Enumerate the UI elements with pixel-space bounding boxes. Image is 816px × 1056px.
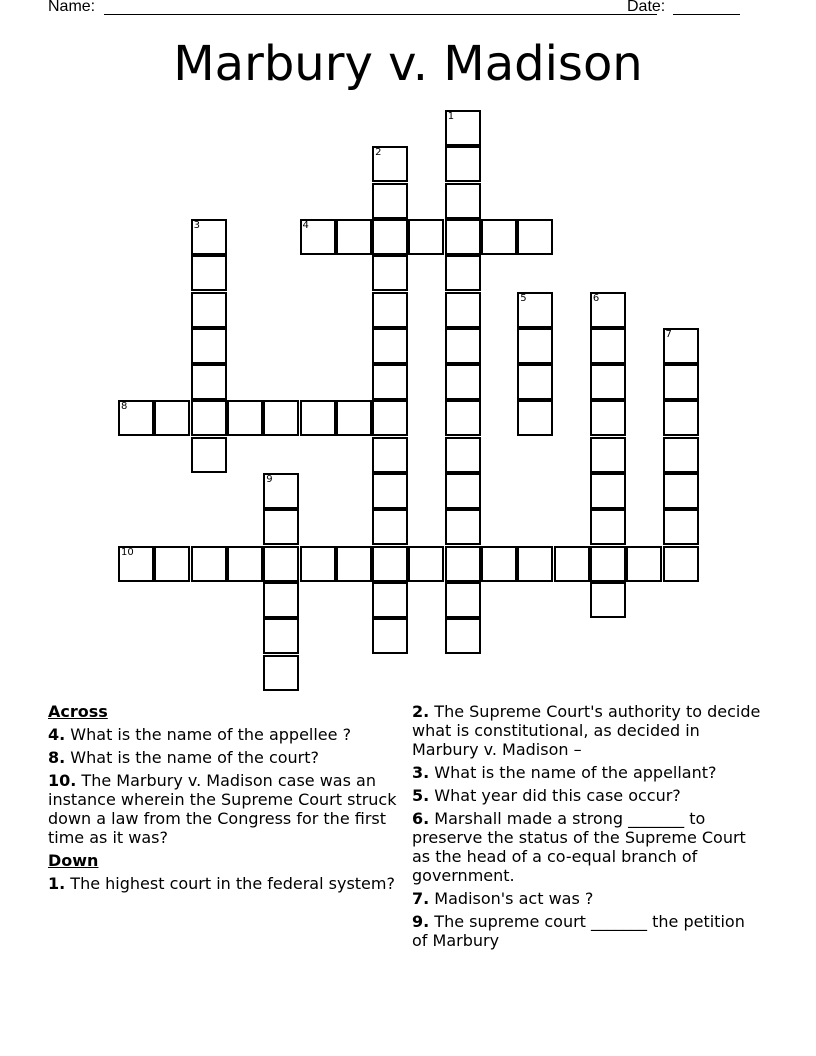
cell-number: 10 [121, 546, 134, 558]
clue-down-1 [48, 874, 408, 893]
clue-across-10 [48, 771, 408, 847]
crossword-cell[interactable] [663, 328, 699, 364]
page-title: Marbury v. Madison [173, 36, 643, 92]
crossword-cell[interactable] [118, 400, 154, 436]
crossword-cell[interactable] [445, 364, 481, 400]
clue-text: Madison's act was ? [429, 889, 594, 908]
clue-down-6 [412, 809, 762, 885]
crossword-cell[interactable] [663, 364, 699, 400]
crossword-cell[interactable] [590, 473, 626, 509]
crossword-cell[interactable] [590, 509, 626, 545]
crossword-cell[interactable] [663, 509, 699, 545]
clue-text: The supreme court _______ the petition of Marbury [412, 912, 745, 950]
crossword-cell[interactable] [372, 509, 408, 545]
clue-number: 7. [412, 889, 430, 908]
crossword-cell[interactable] [663, 400, 699, 436]
crossword-cell[interactable] [372, 328, 408, 364]
crossword-cell[interactable] [445, 400, 481, 436]
crossword-cell[interactable] [372, 183, 408, 219]
crossword-cell[interactable] [372, 400, 408, 436]
crossword-cell[interactable] [191, 364, 227, 400]
crossword-cell[interactable] [336, 546, 372, 582]
crossword-cell[interactable] [372, 582, 408, 618]
crossword-cell[interactable] [481, 546, 517, 582]
crossword-cell[interactable] [227, 546, 263, 582]
clue-text: The highest court in the federal system? [65, 874, 395, 893]
crossword-cell[interactable] [445, 328, 481, 364]
crossword-cell[interactable] [263, 509, 299, 545]
crossword-cell[interactable] [663, 437, 699, 473]
crossword-cell[interactable] [590, 582, 626, 618]
crossword-cell[interactable] [263, 473, 299, 509]
crossword-cell[interactable] [191, 400, 227, 436]
clue-across-8 [48, 748, 408, 767]
crossword-cell[interactable] [590, 364, 626, 400]
across-heading: Across [48, 702, 108, 721]
clue-number: 2. [412, 702, 430, 721]
crossword-cell[interactable] [263, 546, 299, 582]
crossword-cell[interactable] [445, 546, 481, 582]
crossword-cell[interactable] [372, 292, 408, 328]
crossword-cell[interactable] [663, 546, 699, 582]
crossword-cell[interactable] [191, 255, 227, 291]
clue-number: 1. [48, 874, 66, 893]
crossword-cell[interactable] [445, 183, 481, 219]
clue-number: 6. [412, 809, 430, 828]
crossword-cell[interactable] [336, 400, 372, 436]
cell-number: 1 [447, 111, 455, 122]
crossword-cell[interactable] [445, 473, 481, 509]
crossword-cell[interactable] [408, 219, 444, 255]
clue-down-3 [412, 763, 762, 782]
cell-number: 7 [665, 328, 672, 340]
crossword-cell[interactable] [118, 546, 154, 582]
clue-text: What is the name of the appellee ? [65, 725, 352, 744]
crossword-cell[interactable] [372, 546, 408, 582]
crossword-cell[interactable] [300, 546, 336, 582]
clue-number: 10. [48, 771, 77, 790]
cell-number: 6 [592, 292, 600, 304]
cell-number: 9 [266, 474, 273, 485]
crossword-cell[interactable] [517, 219, 553, 255]
clue-down-9 [412, 912, 762, 950]
clue-text: The Marbury v. Madison case was an instance wherein the Supreme Court struck down a law from the Congress for the first time as it was? [48, 771, 397, 847]
cell-number: 2 [375, 147, 382, 159]
crossword-cell[interactable] [445, 618, 481, 654]
crossword-cell[interactable] [590, 437, 626, 473]
crossword-cell[interactable] [590, 546, 626, 582]
crossword-cell[interactable] [372, 219, 408, 255]
crossword-cell[interactable] [554, 546, 590, 582]
clue-down-2 [412, 702, 762, 759]
clue-text: What year did this case occur? [429, 786, 681, 805]
crossword-cell[interactable] [227, 400, 263, 436]
crossword-cell[interactable] [191, 219, 227, 255]
clue-text: Marshall made a strong _______ to preserve the status of the Supreme Court as the head of a co-equal branch of government. [412, 809, 746, 885]
crossword-cell[interactable] [372, 437, 408, 473]
clue-down-5 [412, 786, 762, 805]
crossword-cell[interactable] [263, 655, 299, 691]
cell-number: 3 [193, 219, 200, 231]
clue-text: The Supreme Court's authority to decide what is constitutional, as decided in Marbury v. Madison – [412, 702, 761, 759]
crossword-cell[interactable] [263, 400, 299, 436]
crossword-cell[interactable] [517, 364, 553, 400]
crossword-cell[interactable] [263, 582, 299, 618]
crossword-cell[interactable] [372, 146, 408, 182]
crossword-cell[interactable] [372, 255, 408, 291]
crossword-cell[interactable] [408, 546, 444, 582]
clue-number: 8. [48, 748, 66, 767]
clues-right-column [412, 702, 762, 954]
crossword-cell[interactable] [590, 292, 626, 328]
crossword-cell[interactable] [517, 546, 553, 582]
crossword-cell[interactable] [445, 292, 481, 328]
crossword-cell[interactable] [590, 400, 626, 436]
crossword-cell[interactable] [336, 219, 372, 255]
crossword-cell[interactable] [263, 618, 299, 654]
clue-number: 9. [412, 912, 430, 931]
down-heading: Down [48, 851, 99, 870]
name-label: Name: [48, 0, 96, 15]
date-label: Date: [627, 0, 666, 15]
crossword-cell[interactable] [445, 110, 481, 146]
crossword-cell[interactable] [445, 255, 481, 291]
crossword-cell[interactable] [191, 292, 227, 328]
crossword-cell[interactable] [445, 509, 481, 545]
crossword-cell[interactable] [445, 219, 481, 255]
clues-left-column [48, 702, 408, 897]
clue-across-4 [48, 725, 408, 744]
clue-number: 3. [412, 763, 430, 782]
crossword-cell[interactable] [517, 400, 553, 436]
clue-number: 5. [412, 786, 430, 805]
crossword-cell[interactable] [626, 546, 662, 582]
clue-number: 4. [48, 725, 66, 744]
crossword-cell[interactable] [154, 546, 190, 582]
crossword-cell[interactable] [372, 364, 408, 400]
clue-text: What is the name of the appellant? [429, 763, 717, 782]
crossword-cell[interactable] [663, 473, 699, 509]
crossword-cell[interactable] [481, 219, 517, 255]
crossword-cell[interactable] [517, 328, 553, 364]
crossword-cell[interactable] [191, 437, 227, 473]
crossword-cell[interactable] [445, 582, 481, 618]
cell-number: 8 [121, 401, 128, 413]
crossword-cell[interactable] [517, 292, 553, 328]
crossword-cell[interactable] [154, 400, 190, 436]
crossword-cell[interactable] [372, 473, 408, 509]
crossword-cell[interactable] [300, 219, 336, 255]
crossword-cell[interactable] [372, 618, 408, 654]
crossword-cell[interactable] [191, 546, 227, 582]
crossword-cell[interactable] [590, 328, 626, 364]
crossword-cell[interactable] [300, 400, 336, 436]
crossword-cell[interactable] [191, 328, 227, 364]
clue-text: What is the name of the court? [65, 748, 320, 767]
cell-number: 5 [520, 292, 527, 304]
crossword-cell[interactable] [445, 146, 481, 182]
crossword-cell[interactable] [445, 437, 481, 473]
clue-down-7 [412, 889, 762, 908]
cell-number: 4 [302, 219, 309, 231]
